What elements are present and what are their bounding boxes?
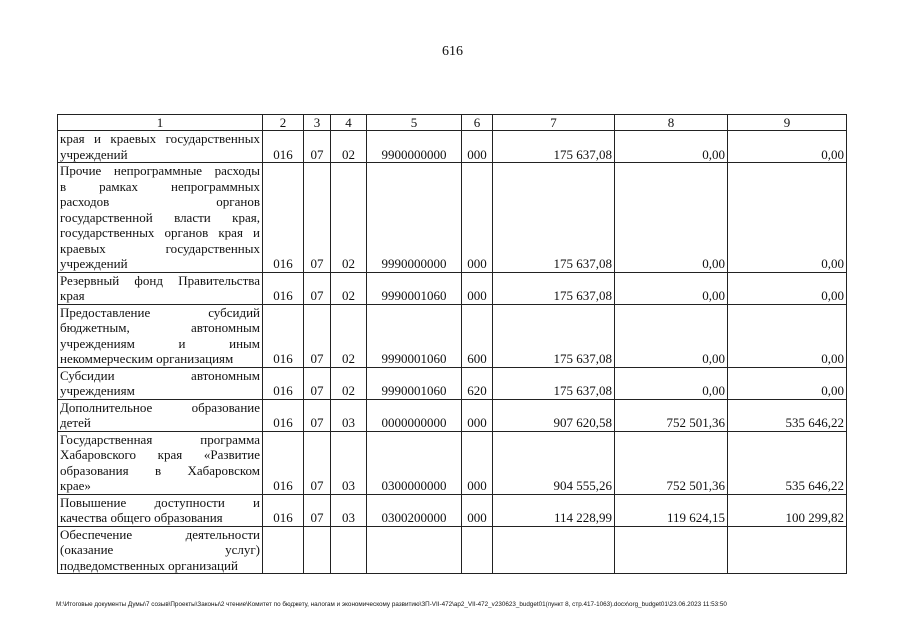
header-cell: 8: [615, 115, 728, 131]
section-cell: 07: [304, 131, 331, 163]
target-article-cell: 9990000000: [367, 163, 462, 273]
expense-name-line: учреждений: [60, 146, 128, 162]
table-row: [58, 367, 847, 399]
expense-name-line: Предоставление субсидий: [60, 304, 260, 320]
header-cell: 9: [728, 115, 847, 131]
header-cell: 4: [331, 115, 367, 131]
target-article-cell: 9990001060: [367, 367, 462, 399]
table-row: [58, 131, 847, 163]
code-cell: 016: [263, 494, 304, 526]
expense-name-line: бюджетным, автономным: [60, 320, 260, 335]
header-cell: 2: [263, 115, 304, 131]
amount-cell: 175 637,08: [493, 163, 615, 273]
target-article-cell: 9990001060: [367, 272, 462, 304]
expense-name-line: крае»: [60, 478, 91, 493]
amount-cell: 175 637,08: [493, 272, 615, 304]
amount-cell: 114 228,99: [493, 494, 615, 526]
expense-name-line: Государственная программа: [60, 431, 260, 447]
expense-name-line: учреждениям и иным: [60, 335, 260, 351]
amount-cell: 0,00: [728, 163, 847, 273]
code-cell: 016: [263, 163, 304, 273]
target-article-cell: 9990001060: [367, 304, 462, 367]
amount-cell: 0,00: [728, 304, 847, 367]
expense-name-cell: [58, 367, 263, 399]
expense-name-line: государственных органов края и: [60, 225, 260, 240]
expense-type-cell: 000: [462, 494, 493, 526]
header-cell: 3: [304, 115, 331, 131]
expense-name-line: Повышение доступности и: [60, 494, 260, 510]
code-cell: 016: [263, 431, 304, 494]
expense-name-line: детей: [60, 415, 91, 430]
amount-cell: 119 624,15: [615, 494, 728, 526]
section-cell: 07: [304, 272, 331, 304]
expense-name-line: края: [60, 288, 85, 303]
amount-cell: [493, 526, 615, 574]
table-row: [58, 431, 847, 494]
expense-name-line: государственной власти края,: [60, 209, 260, 225]
expense-name-line: края и краевых государственных: [60, 131, 260, 146]
header-cell: 6: [462, 115, 493, 131]
amount-cell: 904 555,26: [493, 431, 615, 494]
subsection-cell: 03: [331, 494, 367, 526]
code-cell: 016: [263, 304, 304, 367]
expense-name-cell: [58, 163, 263, 273]
expense-name-cell: [58, 399, 263, 431]
expense-type-cell: 000: [462, 163, 493, 273]
amount-cell: 100 299,82: [728, 494, 847, 526]
table-row: [58, 494, 847, 526]
page-number: 616: [442, 44, 463, 59]
expense-name-line: Дополнительное образование: [60, 399, 260, 415]
amount-cell: 752 501,36: [615, 399, 728, 431]
amount-cell: 907 620,58: [493, 399, 615, 431]
expense-type-cell: 000: [462, 131, 493, 163]
subsection-cell: 02: [331, 131, 367, 163]
expense-name-line: учреждениям: [60, 383, 135, 398]
expense-type-cell: 600: [462, 304, 493, 367]
target-article-cell: [367, 526, 462, 574]
table-row: [58, 272, 847, 304]
code-cell: 016: [263, 399, 304, 431]
budget-table: [57, 114, 847, 574]
expense-name-cell: [58, 526, 263, 574]
table-row: [58, 163, 847, 273]
amount-cell: [728, 526, 847, 574]
section-cell: 07: [304, 163, 331, 273]
amount-cell: 752 501,36: [615, 431, 728, 494]
amount-cell: 175 637,08: [493, 367, 615, 399]
expense-name-cell: [58, 131, 263, 163]
expense-name-line: Субсидии автономным: [60, 367, 260, 383]
amount-cell: 0,00: [615, 163, 728, 273]
expense-name-line: Прочие непрограммные расходы: [60, 163, 260, 178]
expense-name-line: некоммерческим организациям: [60, 351, 234, 366]
expense-type-cell: 000: [462, 272, 493, 304]
expense-name-cell: [58, 272, 263, 304]
expense-type-cell: 620: [462, 367, 493, 399]
expense-name-line: (оказание услуг): [60, 542, 260, 557]
subsection-cell: 02: [331, 367, 367, 399]
expense-name-cell: [58, 431, 263, 494]
target-article-cell: 0000000000: [367, 399, 462, 431]
amount-cell: 175 637,08: [493, 131, 615, 163]
expense-type-cell: 000: [462, 431, 493, 494]
expense-name-line: в рамках непрограммных: [60, 178, 260, 194]
subsection-cell: [331, 526, 367, 574]
target-article-cell: 0300200000: [367, 494, 462, 526]
amount-cell: 0,00: [728, 272, 847, 304]
amount-cell: 535 646,22: [728, 431, 847, 494]
amount-cell: 535 646,22: [728, 399, 847, 431]
subsection-cell: 02: [331, 163, 367, 273]
expense-name-line: краевых государственных: [60, 240, 260, 256]
target-article-cell: 9900000000: [367, 131, 462, 163]
expense-name-cell: [58, 494, 263, 526]
expense-name-line: качества общего образования: [60, 510, 223, 525]
subsection-cell: 03: [331, 399, 367, 431]
table-row: [58, 399, 847, 431]
amount-cell: 0,00: [615, 131, 728, 163]
table-row: [58, 304, 847, 367]
expense-name-line: Резервный фонд Правительства: [60, 272, 260, 288]
amount-cell: 0,00: [615, 367, 728, 399]
amount-cell: 0,00: [728, 367, 847, 399]
header-cell: 5: [367, 115, 462, 131]
header-cell: 7: [493, 115, 615, 131]
amount-cell: 0,00: [615, 272, 728, 304]
expense-name-line: учреждений: [60, 256, 128, 271]
expense-type-cell: [462, 526, 493, 574]
section-cell: 07: [304, 494, 331, 526]
expense-name-line: Обеспечение деятельности: [60, 526, 260, 542]
expense-name-line: Хабаровского края «Развитие: [60, 447, 260, 462]
table-row: [58, 526, 847, 574]
amount-cell: 0,00: [728, 131, 847, 163]
amount-cell: 175 637,08: [493, 304, 615, 367]
section-cell: 07: [304, 367, 331, 399]
table-header-row: [58, 115, 847, 131]
target-article-cell: 0300000000: [367, 431, 462, 494]
code-cell: 016: [263, 367, 304, 399]
section-cell: [304, 526, 331, 574]
header-cell: 1: [58, 115, 263, 131]
code-cell: 016: [263, 131, 304, 163]
expense-name-line: подведомственных организаций: [60, 557, 238, 573]
subsection-cell: 02: [331, 304, 367, 367]
expense-type-cell: 000: [462, 399, 493, 431]
section-cell: 07: [304, 431, 331, 494]
section-cell: 07: [304, 399, 331, 431]
expense-name-line: образования в Хабаровском: [60, 462, 260, 478]
document-path-footer: M:\Итоговые документы Думы\7 созыв\Проекты\Законы\2 чтение\Комитет по бюджету, налогам и экономическому развитию\ЗП-VII-472\ap2_VII-472_v230623_budget01(пункт 8, стр.417-1063).docx\org_budget01\23.06.2023 11:53:50: [56, 601, 727, 608]
amount-cell: 0,00: [615, 304, 728, 367]
subsection-cell: 03: [331, 431, 367, 494]
code-cell: 016: [263, 272, 304, 304]
code-cell: [263, 526, 304, 574]
amount-cell: [615, 526, 728, 574]
expense-name-line: расходов органов: [60, 194, 260, 209]
section-cell: 07: [304, 304, 331, 367]
subsection-cell: 02: [331, 272, 367, 304]
expense-name-cell: [58, 304, 263, 367]
